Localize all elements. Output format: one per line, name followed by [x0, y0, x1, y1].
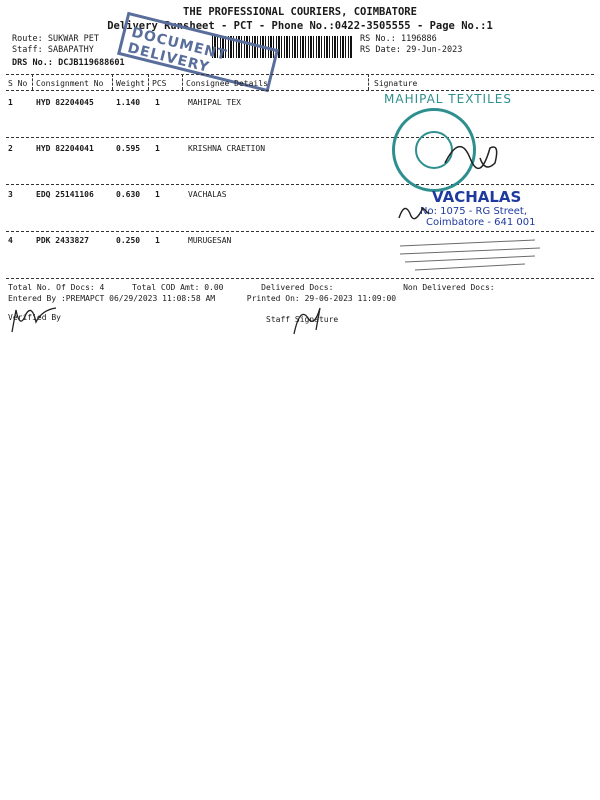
- rs-date-line: [360, 45, 462, 55]
- table-row-sno: 2: [8, 144, 13, 153]
- total-docs: Total No. Of Docs: 4: [8, 283, 105, 292]
- col-divider: [182, 74, 183, 90]
- staff-signature-label: Staff Signature: [266, 315, 339, 324]
- rs-no-label: RS No.:: [360, 34, 396, 44]
- table-row-pcs: 1: [155, 144, 160, 153]
- header-pcs: PCS: [152, 79, 167, 88]
- staff-value: SABAPATHY: [47, 45, 94, 55]
- runsheet-subtitle: Delivery Runsheet - PCT - Phone No.:0422-3505555 - Page No.:1: [107, 20, 493, 32]
- header-consignee: Consignee Details: [186, 79, 268, 88]
- delivered-docs: Delivered Docs:: [261, 283, 334, 292]
- route-line: [12, 34, 99, 44]
- staff-signature-icon: [290, 300, 330, 338]
- mahipal-stamp: MAHIPAL TEXTILES: [384, 92, 512, 106]
- vachalas-address-2: Coimbatore - 641 001: [426, 217, 536, 228]
- footer-line-2: [8, 294, 396, 303]
- verifier-signature-icon: [6, 300, 66, 336]
- divider-header: [6, 90, 594, 91]
- route-value: SUKWAR PET: [47, 34, 100, 44]
- signature-2-icon: [440, 128, 510, 178]
- table-row-consignee: KRISHNA CRAETION: [188, 144, 266, 153]
- staff-line: [12, 45, 94, 55]
- divider-bottom: [6, 278, 594, 279]
- col-divider: [148, 74, 149, 90]
- drs-label: DRS No.:: [12, 58, 53, 68]
- signature-3-icon: [395, 196, 435, 226]
- drs-value: DCJB119688601: [58, 58, 125, 68]
- document-delivery-stamp-text: DOCUMENT DELIVERY: [125, 24, 229, 76]
- header-consignment: Consignment No: [36, 79, 104, 88]
- rs-no-line: [360, 34, 437, 44]
- route-label: Route:: [12, 34, 43, 44]
- table-row-consignee: VACHALAS: [188, 190, 227, 199]
- table-row-pcs: 1: [155, 98, 160, 107]
- table-row-consignee: MAHIPAL TEX: [188, 98, 241, 107]
- table-row-sno: 4: [8, 236, 13, 245]
- header-sno: S No: [8, 79, 28, 88]
- table-row-sno: 1: [8, 98, 13, 107]
- table-row-consignment: EDQ 25141106: [36, 190, 94, 199]
- table-row-weight: 0.595: [116, 144, 141, 153]
- entered-by: Entered By :PREMAPCT 06/29/2023 11:08:58 AM: [8, 294, 216, 303]
- drs-line: [12, 58, 125, 68]
- table-row-weight: 0.630: [116, 190, 141, 199]
- staff-label: Staff:: [12, 45, 43, 55]
- table-row-weight: 0.250: [116, 236, 141, 245]
- header-signature: Signature: [374, 79, 418, 88]
- table-row-sno: 3: [8, 190, 13, 199]
- col-divider: [32, 74, 33, 90]
- total-cod: Total COD Amt: 0.00: [131, 283, 224, 292]
- table-row-pcs: 1: [155, 190, 160, 199]
- table-row-consignment: PDK 2433827: [36, 236, 89, 245]
- table-row-consignment: HYD 82204041: [36, 144, 94, 153]
- rs-date-value: 29-Jun-2023: [406, 45, 463, 55]
- verified-by: Verified By: [8, 313, 61, 322]
- murugesan-stamp-icon: [395, 232, 545, 276]
- divider-top: [6, 74, 594, 75]
- vachalas-address-1: No: 1075 - RG Street,: [420, 206, 528, 217]
- divider-row2: [6, 184, 594, 185]
- footer-line-1: [8, 283, 495, 292]
- rs-no-value: 1196886: [400, 34, 437, 44]
- header-weight: Weight: [116, 79, 145, 88]
- company-title: THE PROFESSIONAL COURIERS, COIMBATORE: [183, 6, 417, 18]
- table-row-pcs: 1: [155, 236, 160, 245]
- table-row-weight: 1.140: [116, 98, 141, 107]
- rs-date-label: RS Date:: [360, 45, 401, 55]
- vachalas-name: VACHALAS: [432, 188, 522, 206]
- col-divider: [112, 74, 113, 90]
- table-row-consignee: MURUGESAN: [188, 236, 232, 245]
- printed-on: Printed On: 29-06-2023 11:09:00: [246, 294, 397, 303]
- vachalas-stamp: [420, 188, 536, 228]
- col-divider: [368, 74, 369, 90]
- table-row-consignment: HYD 82204045: [36, 98, 94, 107]
- non-delivered-docs: Non Delivered Docs:: [403, 283, 495, 292]
